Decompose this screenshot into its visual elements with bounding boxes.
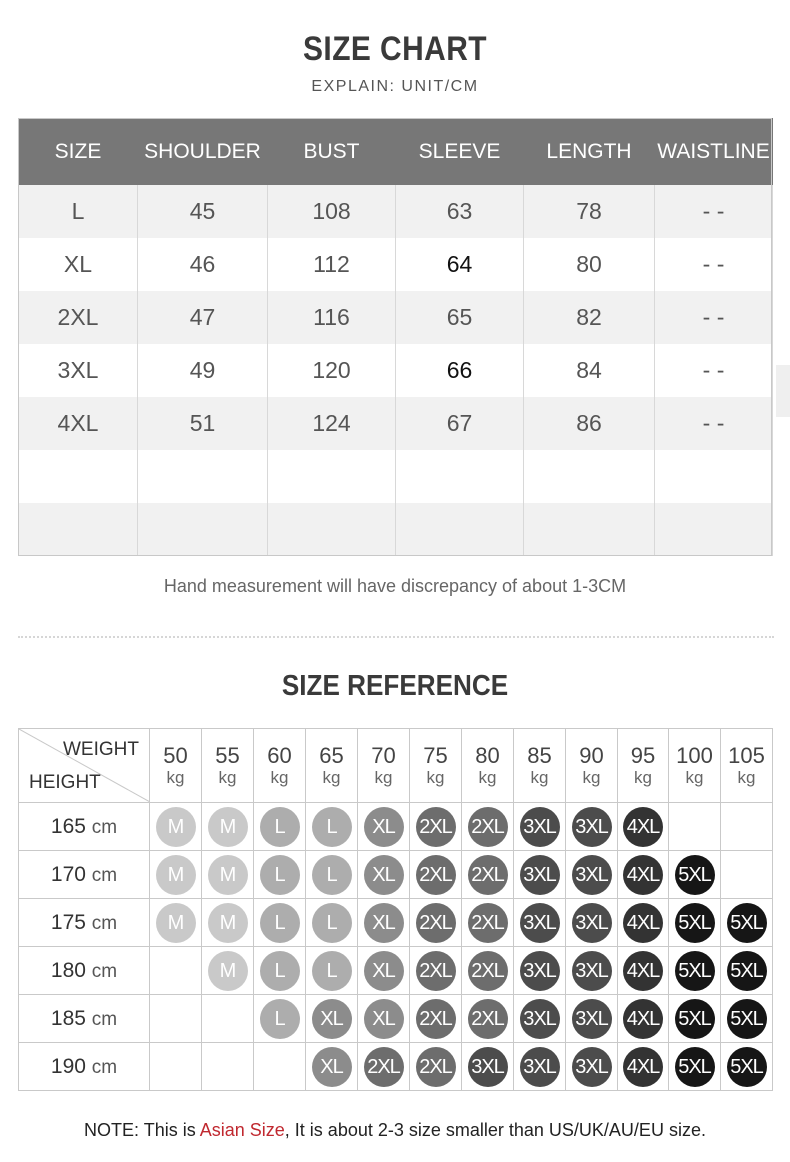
size-cell <box>721 947 773 995</box>
size-cell <box>618 995 669 1043</box>
size-badge: 2XL <box>416 1047 456 1087</box>
size-badge: M <box>208 855 248 895</box>
table-cell <box>138 503 268 556</box>
weight-unit: kg <box>218 767 237 787</box>
size-cell <box>254 995 306 1043</box>
size-badge: 5XL <box>675 999 715 1039</box>
table-cell: 120 <box>268 344 396 397</box>
table-row <box>19 503 773 556</box>
size-chart-header-row <box>19 118 773 185</box>
weight-header-cell <box>202 729 254 803</box>
height-value: 185 <box>50 1006 86 1030</box>
size-badge: 2XL <box>416 999 456 1039</box>
table-cell <box>268 503 396 556</box>
size-badge: L <box>260 855 300 895</box>
size-badge: 4XL <box>623 807 663 847</box>
size-cell <box>721 899 773 947</box>
weight-value: 105 <box>728 742 765 768</box>
height-unit: cm <box>91 864 118 886</box>
size-cell <box>358 803 410 851</box>
size-cell <box>721 1043 773 1091</box>
weight-header-cell <box>150 729 202 803</box>
size-cell <box>669 947 721 995</box>
size-badge: 5XL <box>675 903 715 943</box>
table-row <box>19 238 773 291</box>
size-badge: XL <box>364 999 404 1039</box>
size-cell <box>669 995 721 1043</box>
size-cell <box>358 851 410 899</box>
table-cell <box>396 450 524 503</box>
size-cell <box>410 1043 462 1091</box>
table-row <box>19 344 773 397</box>
column-header: LENGTH <box>524 118 655 185</box>
table-row <box>19 397 773 450</box>
weight-header-row <box>19 729 773 803</box>
weight-unit: kg <box>685 767 704 787</box>
height-row <box>19 995 773 1043</box>
table-cell: 124 <box>268 397 396 450</box>
height-cell <box>19 947 150 995</box>
size-cell <box>721 851 773 899</box>
size-cell <box>514 851 566 899</box>
table-row <box>19 291 773 344</box>
size-badge: 3XL <box>520 855 560 895</box>
size-badge: 2XL <box>468 903 508 943</box>
column-header: BUST <box>268 118 396 185</box>
size-cell <box>618 947 669 995</box>
size-cell <box>150 995 202 1043</box>
size-badge: XL <box>364 807 404 847</box>
table-cell: 82 <box>524 291 655 344</box>
measurement-note: Hand measurement will have discrepancy of about 1-3CM <box>163 576 627 596</box>
weight-value: 75 <box>423 742 448 768</box>
table-cell <box>19 503 138 556</box>
corner-cell <box>19 729 150 803</box>
weight-header-cell <box>306 729 358 803</box>
weight-unit: kg <box>582 767 601 787</box>
height-cell <box>19 995 150 1043</box>
size-cell <box>358 995 410 1043</box>
table-cell: L <box>19 185 138 238</box>
size-cell <box>462 947 514 995</box>
size-cell <box>566 947 618 995</box>
weight-unit: kg <box>530 767 549 787</box>
size-badge: 4XL <box>623 903 663 943</box>
height-value: 165 <box>50 814 86 838</box>
weight-header-cell <box>721 729 773 803</box>
size-cell <box>150 851 202 899</box>
height-row <box>19 851 773 899</box>
table-cell: 65 <box>396 291 524 344</box>
weight-unit: kg <box>166 767 185 787</box>
table-cell: 64 <box>396 238 524 291</box>
size-cell <box>358 899 410 947</box>
size-badge: L <box>312 903 352 943</box>
height-value: 175 <box>50 910 86 934</box>
table-cell: 80 <box>524 238 655 291</box>
size-badge: 3XL <box>520 999 560 1039</box>
size-badge: 2XL <box>468 855 508 895</box>
size-badge: XL <box>364 855 404 895</box>
size-badge: 5XL <box>727 951 767 991</box>
weight-unit: kg <box>322 767 341 787</box>
table-cell: XL <box>19 238 138 291</box>
table-cell: 78 <box>524 185 655 238</box>
table-cell: 112 <box>268 238 396 291</box>
size-cell <box>306 947 358 995</box>
size-badge: 4XL <box>623 951 663 991</box>
size-badge: 2XL <box>416 951 456 991</box>
weight-unit: kg <box>737 767 756 787</box>
reference-title: SIZE REFERENCE <box>281 670 509 702</box>
table-cell <box>268 450 396 503</box>
weight-value: 70 <box>371 742 396 768</box>
weight-unit: kg <box>374 767 393 787</box>
size-cell <box>721 803 773 851</box>
column-header: SIZE <box>19 118 138 185</box>
size-cell <box>254 899 306 947</box>
height-cell <box>19 851 150 899</box>
table-cell <box>655 450 773 503</box>
size-cell <box>462 803 514 851</box>
size-badge: 3XL <box>572 855 612 895</box>
table-cell: 84 <box>524 344 655 397</box>
size-badge: 2XL <box>468 807 508 847</box>
weight-label: WEIGHT <box>63 739 139 760</box>
size-cell <box>202 947 254 995</box>
size-cell <box>150 947 202 995</box>
size-badge: 3XL <box>520 807 560 847</box>
table-cell: - - <box>655 185 773 238</box>
table-cell <box>396 503 524 556</box>
size-cell <box>669 1043 721 1091</box>
table-cell: 45 <box>138 185 268 238</box>
asian-size-highlight: Asian Size <box>199 1120 285 1140</box>
size-chart-table <box>18 118 773 556</box>
table-cell <box>524 450 655 503</box>
size-cell <box>462 851 514 899</box>
size-cell <box>618 803 669 851</box>
size-badge: M <box>208 903 248 943</box>
page-title: SIZE CHART <box>303 30 487 68</box>
weight-value: 65 <box>319 742 344 768</box>
size-badge: M <box>208 807 248 847</box>
size-badge: L <box>260 951 300 991</box>
size-badge: L <box>260 999 300 1039</box>
size-cell <box>514 947 566 995</box>
size-cell <box>462 899 514 947</box>
weight-value: 95 <box>630 742 656 768</box>
weight-value: 55 <box>215 742 240 768</box>
table-cell <box>655 503 773 556</box>
size-cell <box>150 1043 202 1091</box>
weight-value: 90 <box>579 742 604 768</box>
size-cell <box>358 947 410 995</box>
size-cell <box>514 803 566 851</box>
size-cell <box>410 851 462 899</box>
size-cell <box>202 851 254 899</box>
size-badge: 3XL <box>520 1047 560 1087</box>
unit-subtitle: EXPLAIN: UNIT/CM <box>311 78 479 95</box>
table-cell: 4XL <box>19 397 138 450</box>
note-prefix: NOTE: This is <box>84 1120 200 1140</box>
size-cell <box>306 851 358 899</box>
height-unit: cm <box>91 816 118 838</box>
size-badge: 5XL <box>727 1047 767 1087</box>
weight-unit: kg <box>634 767 652 787</box>
weight-header-cell <box>358 729 410 803</box>
size-cell <box>566 899 618 947</box>
size-cell <box>669 803 721 851</box>
weight-value: 85 <box>527 742 552 768</box>
table-cell: - - <box>655 238 773 291</box>
size-badge: 4XL <box>623 999 663 1039</box>
size-cell <box>254 851 306 899</box>
size-badge: M <box>156 807 196 847</box>
size-cell <box>254 947 306 995</box>
size-badge: 3XL <box>572 951 612 991</box>
size-cell <box>514 1043 566 1091</box>
size-badge: 4XL <box>623 855 663 895</box>
height-value: 170 <box>50 862 86 886</box>
size-badge: 5XL <box>675 951 715 991</box>
size-cell <box>410 803 462 851</box>
height-row <box>19 947 773 995</box>
size-cell <box>306 1043 358 1091</box>
footer-note <box>0 1120 790 1141</box>
weight-value: 50 <box>163 742 188 768</box>
size-badge: 3XL <box>520 903 560 943</box>
size-cell <box>566 851 618 899</box>
size-cell <box>618 899 669 947</box>
size-cell <box>566 995 618 1043</box>
size-cell <box>202 899 254 947</box>
size-badge: 3XL <box>572 999 612 1039</box>
size-cell <box>306 899 358 947</box>
height-row <box>19 1043 773 1091</box>
size-cell <box>618 851 669 899</box>
size-cell <box>462 995 514 1043</box>
size-cell <box>306 803 358 851</box>
table-cell: 49 <box>138 344 268 397</box>
size-badge: L <box>260 903 300 943</box>
column-header: SLEEVE <box>396 118 524 185</box>
size-cell <box>254 803 306 851</box>
height-cell <box>19 899 150 947</box>
size-cell <box>514 899 566 947</box>
table-cell: - - <box>655 291 773 344</box>
size-cell <box>669 851 721 899</box>
height-value: 180 <box>50 958 86 982</box>
size-badge: 3XL <box>572 1047 612 1087</box>
table-cell: 46 <box>138 238 268 291</box>
size-cell <box>254 1043 306 1091</box>
size-reference-table <box>18 728 773 1091</box>
weight-header-cell <box>514 729 566 803</box>
size-badge: L <box>312 951 352 991</box>
size-cell <box>462 1043 514 1091</box>
weight-header-cell <box>410 729 462 803</box>
height-cell <box>19 803 150 851</box>
size-cell <box>566 803 618 851</box>
size-badge: 5XL <box>727 999 767 1039</box>
size-cell <box>410 899 462 947</box>
size-badge: L <box>312 855 352 895</box>
height-value: 190 <box>50 1054 86 1078</box>
size-cell <box>669 899 721 947</box>
table-cell: 67 <box>396 397 524 450</box>
size-cell <box>358 1043 410 1091</box>
table-cell: 86 <box>524 397 655 450</box>
size-badge: XL <box>312 999 352 1039</box>
table-cell: 3XL <box>19 344 138 397</box>
size-badge: 4XL <box>623 1047 663 1087</box>
table-cell: 116 <box>268 291 396 344</box>
weight-unit: kg <box>478 767 497 787</box>
height-unit: cm <box>91 960 118 982</box>
table-cell: 47 <box>138 291 268 344</box>
weight-header-cell <box>618 729 669 803</box>
side-tab <box>776 365 790 417</box>
note-suffix: , It is about 2-3 size smaller than US/UK/AU/EU size. <box>284 1120 706 1140</box>
table-cell: 108 <box>268 185 396 238</box>
weight-unit: kg <box>270 767 289 787</box>
table-cell: 51 <box>138 397 268 450</box>
size-badge: 2XL <box>416 807 456 847</box>
size-badge: XL <box>364 903 404 943</box>
size-badge: M <box>208 951 248 991</box>
height-unit: cm <box>91 1056 118 1078</box>
size-cell <box>202 995 254 1043</box>
height-row <box>19 899 773 947</box>
size-badge: 3XL <box>520 951 560 991</box>
weight-value: 60 <box>267 742 292 768</box>
weight-header-cell <box>254 729 306 803</box>
size-badge: 3XL <box>572 903 612 943</box>
size-cell <box>514 995 566 1043</box>
size-badge: XL <box>364 951 404 991</box>
weight-unit: kg <box>426 767 445 787</box>
size-cell <box>306 995 358 1043</box>
size-badge: 5XL <box>727 903 767 943</box>
size-badge: 3XL <box>572 807 612 847</box>
size-badge: 2XL <box>468 951 508 991</box>
table-cell: 2XL <box>19 291 138 344</box>
size-cell <box>150 803 202 851</box>
size-badge: 2XL <box>416 903 456 943</box>
table-row <box>19 185 773 238</box>
size-badge: 2XL <box>364 1047 404 1087</box>
table-cell: - - <box>655 397 773 450</box>
size-cell <box>566 1043 618 1091</box>
size-badge: 2XL <box>416 855 456 895</box>
table-cell <box>19 450 138 503</box>
weight-value: 80 <box>475 742 500 768</box>
column-header: WAISTLINE <box>655 118 773 185</box>
size-cell <box>202 803 254 851</box>
size-badge: XL <box>312 1047 352 1087</box>
table-cell <box>524 503 655 556</box>
height-row <box>19 803 773 851</box>
size-badge: 2XL <box>468 999 508 1039</box>
size-cell <box>410 947 462 995</box>
size-cell <box>202 1043 254 1091</box>
height-label: HEIGHT <box>29 772 101 793</box>
weight-value: 100 <box>676 742 713 768</box>
height-cell <box>19 1043 150 1091</box>
size-badge: M <box>156 855 196 895</box>
size-cell <box>721 995 773 1043</box>
section-divider <box>18 636 774 638</box>
size-badge: L <box>260 807 300 847</box>
size-badge: 3XL <box>468 1047 508 1087</box>
size-cell <box>618 1043 669 1091</box>
table-cell <box>138 450 268 503</box>
table-cell: - - <box>655 344 773 397</box>
table-row <box>19 450 773 503</box>
size-badge: L <box>312 807 352 847</box>
size-badge: 5XL <box>675 1047 715 1087</box>
weight-header-cell <box>462 729 514 803</box>
size-cell <box>150 899 202 947</box>
size-badge: M <box>156 903 196 943</box>
table-cell: 63 <box>396 185 524 238</box>
weight-header-cell <box>669 729 721 803</box>
height-unit: cm <box>91 1008 118 1030</box>
table-cell: 66 <box>396 344 524 397</box>
height-unit: cm <box>91 912 118 934</box>
size-badge: 5XL <box>675 855 715 895</box>
column-header: SHOULDER <box>138 118 268 185</box>
size-cell <box>410 995 462 1043</box>
weight-header-cell <box>566 729 618 803</box>
